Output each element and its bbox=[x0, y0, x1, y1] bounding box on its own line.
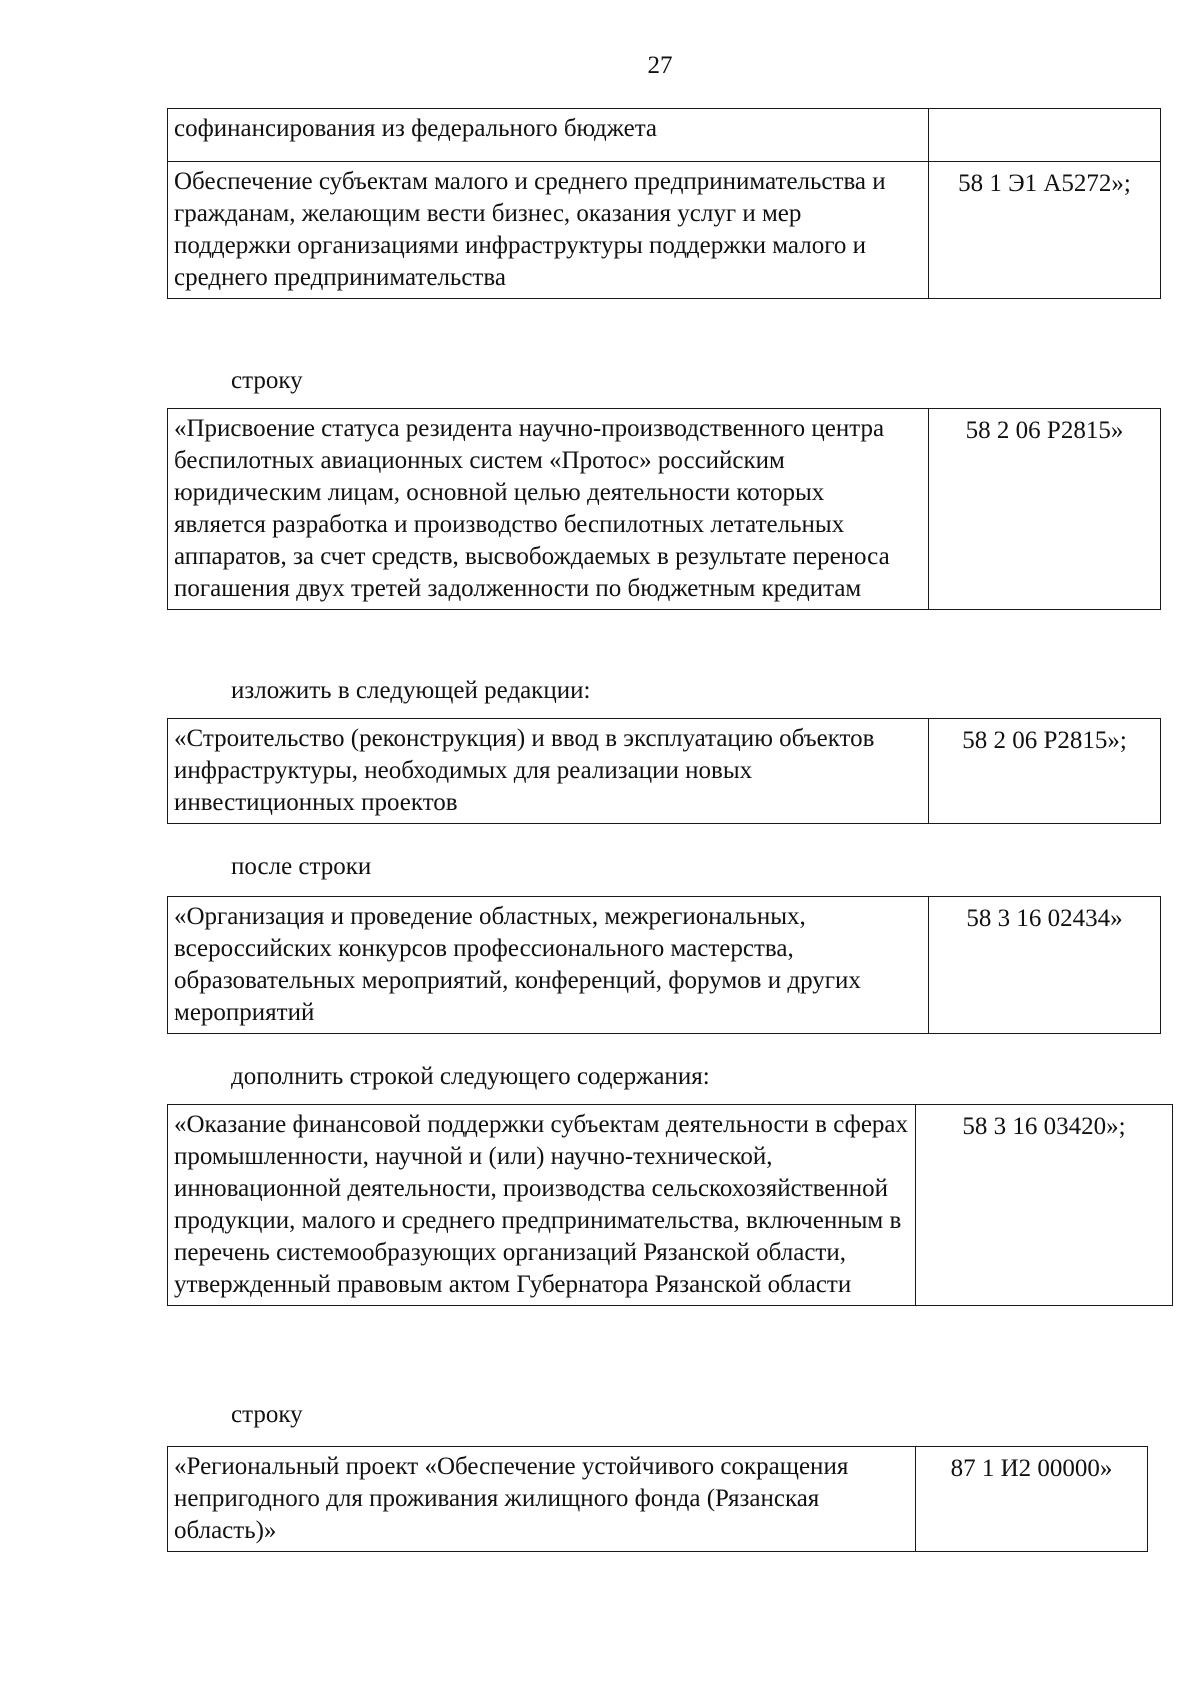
row-name: «Строительство (реконструкция) и ввод в эксплуатацию объектов инфраструктуры, необходимых для реализации новых инвестиционных проектов bbox=[168, 719, 929, 824]
table-row bbox=[168, 109, 1161, 162]
row-code: 58 3 16 02434» bbox=[929, 897, 1161, 1034]
budget-table-3 bbox=[167, 718, 1161, 824]
table-row bbox=[168, 409, 1161, 610]
instruction-label: строку bbox=[231, 367, 303, 394]
budget-table-2 bbox=[167, 408, 1161, 610]
budget-table-4 bbox=[167, 896, 1161, 1034]
instruction-label: изложить в следующей редакции: bbox=[231, 677, 591, 704]
table-row bbox=[168, 1447, 1148, 1552]
row-name: софинансирования из федерального бюджета bbox=[168, 109, 929, 162]
row-name: «Оказание финансовой поддержки субъектам деятельности в сферах промышленности, научной и (или) научно-технической, инновационной деятельности, производства сельскохозяйственной продукции, малого и среднего предпринимательства, включенным в перечень системообразующих организаций Рязанской области, утвержденный правовым актом Губернатора Рязанской области bbox=[168, 1105, 916, 1306]
budget-table-1 bbox=[167, 108, 1161, 299]
budget-table-6 bbox=[167, 1446, 1148, 1552]
instruction-label: строку bbox=[231, 1401, 303, 1428]
row-name: Обеспечение субъектам малого и среднего предпринимательства и гражданам, желающим вести бизнес, оказания услуг и мер поддержки организациями инфраструктуры поддержки малого и среднего предпринимательства bbox=[168, 162, 929, 299]
row-code bbox=[929, 109, 1161, 162]
row-name: «Присвоение статуса резидента научно-производственного центра беспилотных авиационных систем «Протос» российским юридическим лицам, основной целью деятельности которых является разработка и производство беспилотных летательных аппаратов, за счет средств, высвобождаемых в результате переноса погашения двух третей задолженности по бюджетным кредитам bbox=[168, 409, 929, 610]
table-row bbox=[168, 162, 1161, 299]
row-code: 87 1 И2 00000» bbox=[916, 1447, 1148, 1552]
budget-table-5 bbox=[167, 1104, 1173, 1306]
row-name: «Организация и проведение областных, межрегиональных, всероссийских конкурсов профессионального мастерства, образовательных мероприятий, конференций, форумов и других мероприятий bbox=[168, 897, 929, 1034]
table-row bbox=[168, 1105, 1173, 1306]
row-code: 58 2 06 Р2815» bbox=[929, 409, 1161, 610]
page-number: 27 bbox=[647, 52, 673, 79]
row-code: 58 3 16 03420»; bbox=[916, 1105, 1173, 1306]
instruction-label: дополнить строкой следующего содержания: bbox=[231, 1063, 710, 1090]
instruction-label: после строки bbox=[231, 853, 372, 880]
table-row bbox=[168, 719, 1161, 824]
table-row bbox=[168, 897, 1161, 1034]
row-code: 58 2 06 Р2815»; bbox=[929, 719, 1161, 824]
row-code: 58 1 Э1 А5272»; bbox=[929, 162, 1161, 299]
row-name: «Региональный проект «Обеспечение устойчивого сокращения непригодного для проживания жилищного фонда (Рязанская область)» bbox=[168, 1447, 916, 1552]
